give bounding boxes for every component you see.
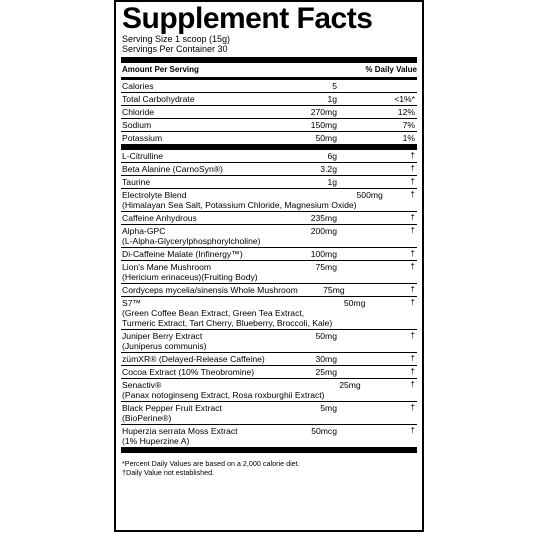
ingredient-subtext: (L-Alpha-Glycerylphosphorylcholine) [122, 236, 261, 246]
ingredient-daily-value: † [410, 226, 415, 235]
ingredient-daily-value: † [410, 213, 415, 222]
basics-section [121, 80, 417, 144]
ingredient-name: zümXR® (Delayed-Release Caffeine) [122, 354, 265, 364]
ingredient-row [121, 248, 417, 261]
ingredient-daily-value: † [410, 262, 415, 271]
nutrient-amount: 150mg [310, 120, 337, 130]
nutrient-row [121, 80, 417, 93]
ingredient-name: Cocoa Extract (10% Theobromine) [122, 367, 255, 377]
ingredient-name: Beta Alanine (CarnoSyn®) [122, 164, 223, 174]
ingredient-daily-value: † [410, 285, 415, 294]
ingredient-row [121, 261, 417, 284]
ingredient-amount: 75mg [323, 285, 345, 295]
ingredient-cell [122, 367, 285, 377]
ingredient-row [121, 425, 417, 447]
ingredient-name: Cordyceps mycelia/sinensis Whole Mushroom [122, 285, 298, 295]
ingredient-name: Di-Caffeine Malate (Infinergy™) [122, 249, 243, 259]
ingredient-amount: 50mg [315, 331, 337, 341]
ingredient-cell [122, 151, 285, 161]
ingredient-cell [122, 331, 285, 351]
ingredient-name: Senactiv® [122, 380, 162, 390]
ingredient-row [121, 297, 417, 330]
nutrient-amount: 1g [327, 94, 337, 104]
column-header [121, 63, 417, 77]
nutrient-name: Calories [122, 81, 154, 91]
ingredient-subtext: (Himalayan Sea Salt, Potassium Chloride, Magnesium Oxide) [122, 200, 357, 210]
header-dv: % Daily Value [365, 65, 417, 74]
nutrient-daily-value: 7% [402, 120, 415, 130]
ingredient-amount: 235mg [310, 213, 337, 223]
ingredient-amount: 30mg [315, 354, 337, 364]
ingredient-row [121, 212, 417, 225]
ingredient-daily-value: † [410, 403, 415, 412]
ingredient-daily-value: † [410, 249, 415, 258]
ingredient-row [121, 353, 417, 366]
ingredient-amount: 3.2g [320, 164, 337, 174]
ingredient-subtext: (Hericium erinaceus)(Fruiting Body) [122, 272, 258, 282]
ingredient-row [121, 176, 417, 189]
ingredient-cell [122, 164, 285, 174]
ingredient-daily-value: † [410, 190, 415, 199]
nutrient-daily-value [337, 81, 417, 91]
nutrient-amount: 50mg [315, 133, 337, 143]
ingredient-cell [122, 354, 285, 364]
ingredient-cell [122, 403, 285, 423]
ingredient-cell [122, 190, 357, 210]
ingredient-cell [122, 213, 285, 223]
ingredient-daily-value: † [410, 380, 415, 389]
ingredient-amount: 25mg [315, 367, 337, 377]
ingredient-name: Caffeine Anhydrous [122, 213, 197, 223]
ingredient-daily-value: † [410, 354, 415, 363]
ingredient-subtext: (Green Coffee Bean Extract, Green Tea Extract, [122, 308, 305, 318]
ingredient-name: L-Citrulline [122, 151, 164, 161]
ingredient-cell [122, 226, 285, 246]
ingredient-cell [122, 262, 285, 282]
ingredient-row [121, 330, 417, 353]
footnote-percent-dv: *Percent Daily Values are based on a 2,000 calorie diet. [122, 459, 300, 468]
ingredient-cell [122, 177, 285, 187]
ingredient-cell [122, 426, 285, 446]
ingredient-row [121, 189, 417, 212]
ingredient-daily-value: † [410, 426, 415, 435]
ingredient-amount: 50mg [343, 298, 366, 308]
nutrient-name: Sodium [122, 120, 152, 130]
nutrient-row [121, 93, 417, 106]
ingredient-amount: 100mg [310, 249, 337, 259]
footnote-dagger: †Daily Value not established. [122, 468, 215, 477]
ingredient-daily-value: † [410, 367, 415, 376]
ingredient-amount: 200mg [310, 226, 337, 236]
ingredient-amount: 50mcg [311, 426, 337, 436]
ingredient-name: Juniper Berry Extract [122, 331, 203, 341]
ingredient-subtext: (BioPerine®) [122, 413, 172, 423]
ingredient-daily-value: † [410, 164, 415, 173]
ingredient-row [121, 379, 417, 402]
supplement-facts-panel [114, 0, 424, 532]
ingredient-row [121, 402, 417, 425]
ingredient-name: S7™ [122, 298, 142, 308]
ingredient-amount: 25mg [339, 380, 361, 390]
ingredient-name: Lion's Mane Mushroom [122, 262, 212, 272]
ingredient-row [121, 366, 417, 379]
ingredient-amount: 5mg [320, 403, 337, 413]
label-title: Supplement Facts [122, 2, 373, 35]
header-amount: Amount Per Serving [122, 65, 199, 74]
ingredients-section [121, 150, 417, 447]
serving-size: Serving Size 1 scoop (15g) [122, 34, 231, 44]
ingredient-daily-value: † [410, 151, 415, 160]
ingredient-row [121, 150, 417, 163]
ingredient-subtext: Turmeric Extract, Tart Cherry, Blueberry, Broccoli, Kale) [122, 318, 333, 328]
ingredient-name: Taurine [122, 177, 151, 187]
ingredient-subtext: (Juniperus communis) [122, 341, 207, 351]
divider-thick [121, 447, 417, 453]
nutrient-name: Total Carbohydrate [122, 94, 195, 104]
ingredient-row [121, 284, 417, 297]
nutrient-row [121, 119, 417, 132]
ingredient-name: Huperzia serrata Moss Extract [122, 426, 238, 436]
ingredient-name: Black Pepper Fruit Extract [122, 403, 222, 413]
nutrient-name: Chloride [122, 107, 155, 117]
ingredient-row [121, 163, 417, 176]
ingredient-cell [122, 380, 325, 400]
nutrient-row [121, 132, 417, 144]
ingredient-row [121, 225, 417, 248]
ingredient-cell [122, 285, 298, 295]
nutrient-name: Potassium [122, 133, 163, 143]
ingredient-cell [122, 298, 332, 328]
ingredient-subtext: (Panax notoginseng Extract, Rosa roxburghii Extract) [122, 390, 325, 400]
ingredient-cell [122, 249, 285, 259]
nutrient-daily-value: <1%* [394, 94, 415, 104]
nutrient-daily-value: 12% [397, 107, 415, 117]
ingredient-amount: 6g [327, 151, 337, 161]
nutrient-daily-value: 1% [402, 133, 415, 143]
ingredient-daily-value: † [410, 331, 415, 340]
footnotes [122, 459, 417, 477]
ingredient-amount: 75mg [315, 262, 337, 272]
ingredient-name: Electrolyte Blend [122, 190, 187, 200]
nutrient-amount: 270mg [310, 107, 337, 117]
ingredient-amount: 1g [327, 177, 337, 187]
servings-per-container: Servings Per Container 30 [122, 44, 228, 54]
ingredient-amount: 500mg [356, 190, 383, 200]
nutrient-row [121, 106, 417, 119]
ingredient-name: Alpha-GPC [122, 226, 166, 236]
nutrient-amount: 5 [332, 81, 337, 91]
ingredient-daily-value: † [410, 298, 415, 307]
ingredient-daily-value: † [410, 177, 415, 186]
ingredient-subtext: (1% Huperzine A) [122, 436, 190, 446]
